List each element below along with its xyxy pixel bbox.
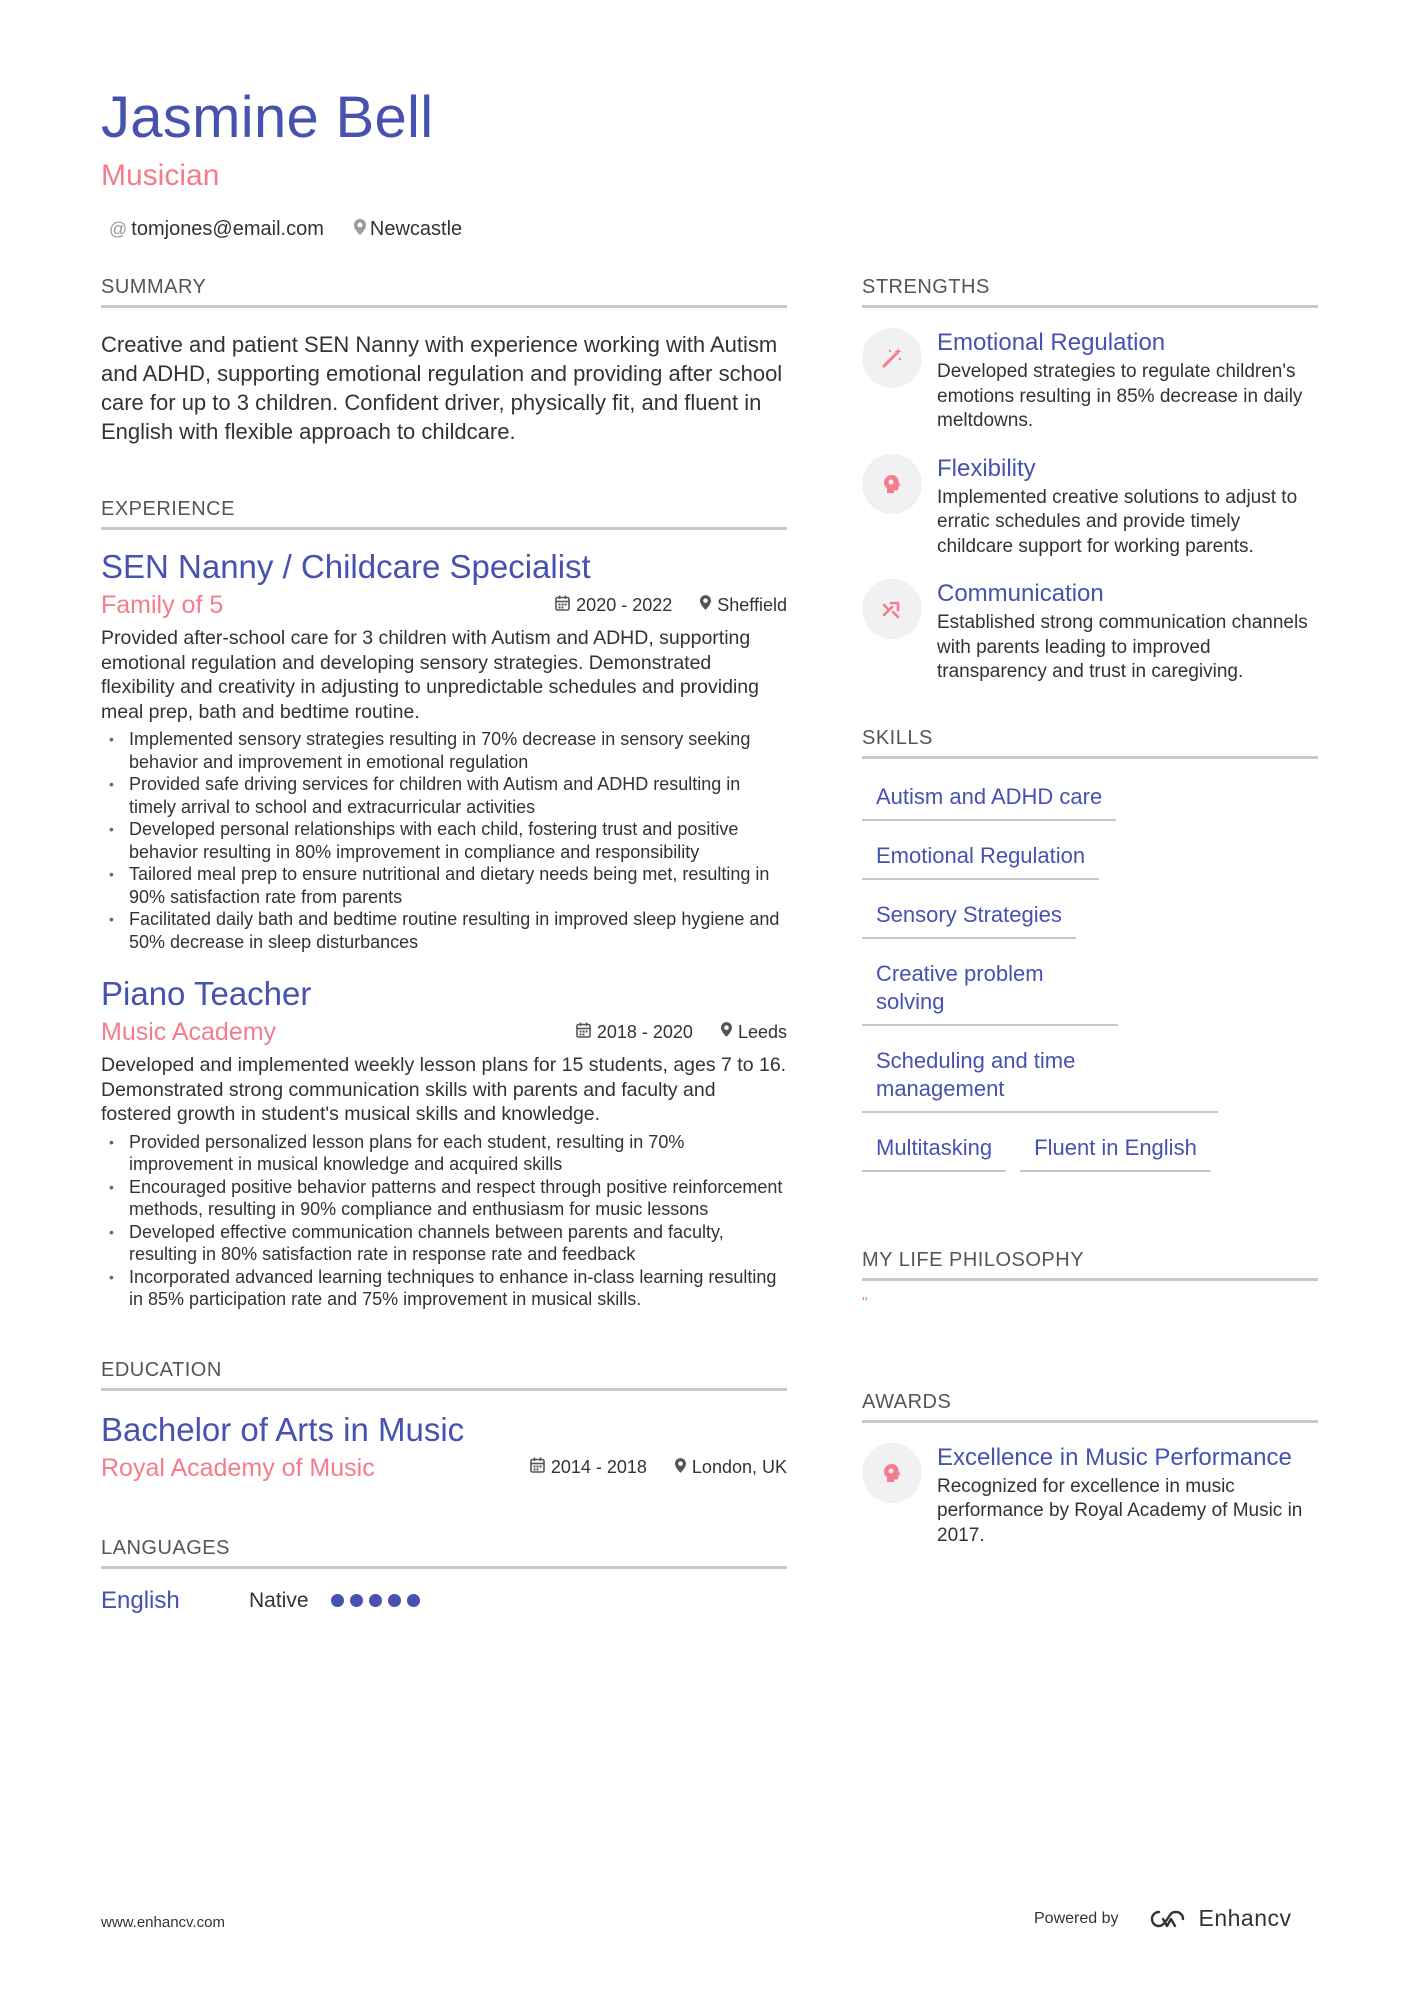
education-heading: EDUCATION [101,1359,787,1391]
language-row [101,1587,787,1615]
job-entry [101,973,787,1311]
skill-tag: Emotional Regulation [862,834,1099,880]
right-column [862,276,1318,1548]
calendar-icon [576,1022,591,1043]
experience-heading: EXPERIENCE [101,498,787,530]
footer-branding[interactable] [1034,1905,1292,1932]
left-column [101,276,787,1615]
award-item [862,1443,1318,1549]
enhancv-brand-text: Enhancv [1198,1905,1292,1931]
education-location [675,1457,787,1478]
job-dates [555,595,672,616]
job-location-text: Leeds [737,1021,787,1042]
footer-website[interactable]: www.enhancv.com [101,1914,225,1931]
strength-body [937,579,1318,685]
award-desc: Recognized for excellence in music performance by Royal Academy of Music in 2017. [937,1475,1303,1546]
skill-tag: Autism and ADHD care [862,775,1116,821]
education-dates-text: 2014 - 2018 [550,1457,647,1477]
contact-email[interactable] [109,218,324,241]
strengths-section [862,276,1318,685]
proficiency-dot [350,1594,363,1607]
skills-heading: SKILLS [862,727,1318,759]
proficiency-dot [331,1594,344,1607]
magic-wand-icon [862,328,922,388]
contact-info [109,218,492,241]
job-meta [101,1015,787,1049]
candidate-name: Jasmine Bell [101,85,434,150]
job-title: Piano Teacher [101,975,312,1012]
language-proficiency-dots [331,1594,426,1607]
skill-tag: Creative problem solving [862,952,1118,1026]
languages-heading: LANGUAGES [101,1537,787,1569]
head-brain-icon [862,1443,922,1503]
experience-section [101,498,787,1311]
job-company: Family of 5 [101,591,224,619]
calendar-icon [530,1457,545,1478]
philosophy-quote: " [862,1294,868,1312]
location-pin-icon [675,1458,686,1478]
education-section [101,1359,787,1485]
head-brain-icon [862,454,922,514]
job-title: SEN Nanny / Childcare Specialist [101,548,591,585]
job-bullet: • Implemented sensory strategies resulting in 70% decrease in sensory seeking behavior and improvement in emotional regulation [101,728,787,773]
skill-tag: Sensory Strategies [862,893,1076,939]
strengths-heading: STRENGTHS [862,276,1318,308]
job-dates-text: 2018 - 2020 [596,1021,693,1042]
skill-tag: Scheduling and time management [862,1039,1218,1113]
job-description: Provided after-school care for 3 children with Autism and ADHD, supporting emotional regulation and developing sensory strategies. Demonstrated flexibility and creativity in adjusting to unpredictable schedules and providing meal prep, bath and bedtime routine. [101,627,759,723]
strength-item [862,579,1318,685]
job-dates [576,1022,693,1043]
awards-section [862,1391,1318,1549]
philosophy-section [862,1249,1318,1313]
job-bullet: • Developed personal relationships with each child, fostering trust and positive behavior resulting in 80% improvement in compliance and responsibility [101,818,787,863]
skill-tag: Multitasking [862,1126,1006,1172]
skills-list [862,775,1318,1185]
job-company: Music Academy [101,1018,277,1046]
job-bullets [101,1131,787,1311]
job-meta-right [548,1022,787,1043]
job-location [721,1022,787,1043]
education-location-text: London, UK [691,1457,787,1477]
strength-body [937,328,1318,434]
languages-section [101,1537,787,1615]
resume-header [101,78,492,241]
job-bullet: • Provided personalized lesson plans for each student, resulting in 70% improvement in musical knowledge and acquired skills [101,1131,787,1176]
strength-title: Emotional Regulation [937,329,1166,356]
email-text: tomjones@email.com [131,218,324,240]
proficiency-dot [369,1594,382,1607]
skills-section [862,727,1318,1185]
arrows-shuffle-icon [862,579,922,639]
location-pin-icon [721,1022,732,1042]
education-meta [101,1451,787,1485]
contact-location [354,218,462,241]
language-name: English [101,1586,180,1614]
education-school: Royal Academy of Music [101,1453,375,1482]
location-pin-icon [354,219,366,240]
job-bullet: • Facilitated daily bath and bedtime routine resulting in improved sleep hygiene and 50% decrease in sleep disturbances [101,908,787,953]
strength-body [937,454,1318,560]
job-bullet: • Provided safe driving services for children with Autism and ADHD resulting in timely arrival to school and extracurricular activities [101,773,787,818]
proficiency-dot [407,1594,420,1607]
education-dates [530,1457,647,1478]
education-degree: Bachelor of Arts in Music [101,1410,465,1448]
job-meta [101,588,787,622]
award-title: Excellence in Music Performance [937,1443,1292,1471]
location-pin-icon [700,595,711,615]
job-bullet: • Encouraged positive behavior patterns and respect through positive reinforcement methods, resulting in 90% compliance and enthusiasm for music lessons [101,1176,787,1221]
job-bullet: • Tailored meal prep to ensure nutritional and dietary needs being met, resulting in 90% satisfaction rate from parents [101,863,787,908]
job-location [700,595,787,616]
strength-desc: Implemented creative solutions to adjust to erratic schedules and provide timely childcare support for working parents. [937,486,1298,557]
job-bullet: • Developed effective communication channels between parents and faculty, resulting in 80% satisfaction rate in response rate and feedback [101,1221,787,1266]
job-meta-right [527,595,787,616]
candidate-title: Musician [101,159,220,192]
job-bullets [101,728,787,953]
powered-by-text: Powered by [1034,1909,1119,1927]
philosophy-heading: MY LIFE PHILOSOPHY [862,1249,1318,1281]
job-location-text: Sheffield [717,594,787,615]
enhancv-logo-icon [1145,1908,1191,1930]
language-level: Native [249,1588,309,1612]
summary-heading: SUMMARY [101,276,787,308]
awards-heading: AWARDS [862,1391,1318,1423]
at-icon: @ [109,219,128,239]
strength-desc: Developed strategies to regulate children's emotions resulting in 85% decrease in daily meltdowns. [937,361,1303,431]
location-text: Newcastle [369,218,463,240]
strength-item [862,454,1318,560]
calendar-icon [555,595,570,616]
education-meta-right [502,1457,787,1478]
proficiency-dot [388,1594,401,1607]
job-entry [101,546,787,953]
award-body [937,1443,1318,1549]
strength-title: Communication [937,580,1104,607]
strength-item [862,328,1318,434]
job-bullet: • Incorporated advanced learning techniques to enhance in-class learning resulting in 85% participation rate and 75% improvement in musical skills. [101,1266,787,1311]
strength-title: Flexibility [937,454,1036,482]
job-description: Developed and implemented weekly lesson plans for 15 students, ages 7 to 16. Demonstrated strong communication skills with parents and faculty and fostered growth in student's musical skills and knowledge. [101,1054,787,1125]
summary-section [101,276,787,446]
job-dates-text: 2020 - 2022 [576,594,673,615]
summary-text: Creative and patient SEN Nanny with experience working with Autism and ADHD, supporting emotional regulation and providing after school care for up to 3 children. Confident driver, physically fit, and fluent in English with flexible approach to childcare. [101,332,783,444]
skill-tag: Fluent in English [1020,1126,1211,1172]
strength-desc: Established strong communication channels with parents leading to improved transparency and trust in caregiving. [937,612,1308,682]
